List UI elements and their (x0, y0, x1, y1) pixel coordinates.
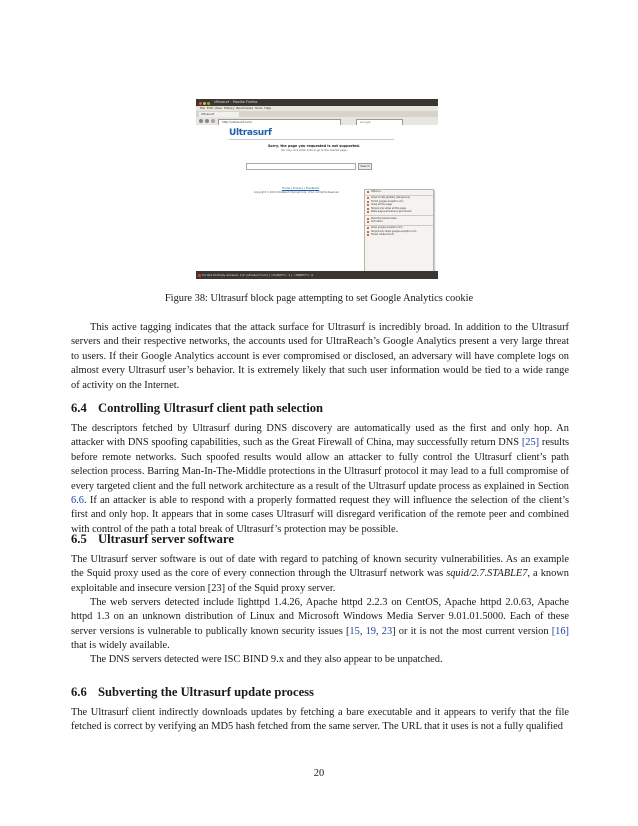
figure-screenshot (196, 99, 438, 279)
page-copyright: Copyright © 2010 UltraReach Internet Corp. U.S.A. All Rights Reserved (254, 191, 339, 194)
text-run: . If an attacker is able to respond with a properly formatted request they will influence the selection of the client’s first and only hop. It appears that in some cases Ultrasurf will disregard verification of the remote peer and combined with control of the path a total break of Ultrasurf’s protection may be possible. (71, 495, 569, 535)
browser-content (196, 125, 438, 271)
menu-item-edit: Edit (206, 106, 213, 110)
block-message-title: Sorry, the page you requested is not supported. (267, 144, 361, 148)
noscript-menu-item: Allow all this page (365, 203, 433, 207)
url-bar: http://ultrasurf.com/ (218, 119, 341, 126)
paragraph-tagging: This active tagging indicates that the attack surface for Ultrasurf is incredibly broad. In addition to the Ultrasurf servers and their respective networks, the accounts used for UltraReach’s Google Analytics present a very large threat to users. If their Google Analytics account is ever compromised or disclosed, an adversary will have complete logs on almost every Ultrasurf user’s behavior. It is extremely likely that such user information would be tied to a wide range of activity on the Internet. (71, 322, 569, 391)
text-run: , (359, 625, 366, 637)
text-run: , a known exploitable and insecure version [23] of the Squid proxy server. (71, 568, 569, 594)
menu-separator (365, 215, 433, 216)
noscript-menu-item: Allow scripts globally (dangerous) (365, 196, 433, 200)
menu-item-history: History (223, 106, 235, 110)
figure-caption: Figure 38: Ultrasurf block page attempting to set Google Analytics cookie (164, 293, 474, 304)
section-number: 6.6 (71, 685, 87, 699)
noscript-menu-item: Forbid ultrasurf.com (365, 233, 433, 237)
ultrasurf-logo: Ultrasurf (229, 128, 272, 138)
section-reference-link[interactable]: 6.6 (71, 495, 84, 507)
menu-item-help: Help (264, 106, 272, 110)
menu-item-bookmarks: Bookmarks (236, 106, 254, 110)
section-heading-6-6 (71, 685, 314, 700)
section-heading-6-5 (71, 532, 234, 547)
noscript-menu-item: Recently blocked sites (365, 217, 433, 221)
menu-separator (365, 225, 433, 226)
noscript-menu-item: Allow google-analytics.com (365, 226, 433, 230)
citation-link[interactable]: 23 (381, 625, 393, 637)
maximize-icon (207, 102, 210, 105)
citation-link[interactable]: [25] (521, 437, 540, 449)
noscript-menu-item: Temporarily allow google-analytics.com (365, 230, 433, 234)
page-search-input (246, 163, 356, 170)
paragraph-squid (71, 553, 569, 596)
paragraph-web-servers (71, 596, 569, 654)
page-number: 20 (313, 768, 325, 779)
reload-icon (211, 119, 215, 123)
browser-nav-bar (196, 117, 438, 125)
section-title: Subverting the Ultrasurf update process (98, 685, 314, 699)
browser-tab: Ultrasurf (199, 112, 239, 117)
text-run: results before remote networks. Such spoofed results would allow an attacker to fully control the Ultrasurf client’s path selection process. Barring Man-In-The-Middle protections in the Ultrasurf protocol it may lead to a full compromise of every targeted client and the full network architecture as a result of the Ultrasurf update process as explained in Section (71, 437, 569, 492)
noscript-menu-item: Make page permissions permanent (365, 210, 433, 214)
text-run: ] or it is not the most current version (392, 625, 552, 637)
forward-icon (205, 119, 209, 123)
section-title: Ultrasurf server software (98, 532, 234, 546)
menu-item-view: View (214, 106, 222, 110)
menu-separator (365, 195, 433, 196)
close-icon (199, 102, 202, 105)
citation-link[interactable]: [16] (551, 625, 570, 637)
browser-status-bar (196, 271, 438, 279)
minimize-icon (203, 102, 206, 105)
browser-search-box: Google (356, 119, 403, 126)
menu-item-file: File (200, 106, 206, 110)
menu-item-tools: Tools (255, 106, 263, 110)
text-run: that is widely available. (71, 640, 170, 652)
browser-title-bar (196, 99, 438, 106)
noscript-status-icon (198, 274, 201, 277)
paragraph-dns-servers: The DNS servers detected were ISC BIND 9.x and they also appear to be unpatched. (90, 654, 443, 665)
noscript-menu (364, 189, 434, 277)
citation-link[interactable]: 19 (365, 625, 376, 637)
back-icon (199, 119, 203, 123)
text-run: The descriptors fetched by Ultrasurf during DNS discovery are automatically used as the first and only hop. An attacker with DNS spoofing capabilities, such as the Great Firewall of China, may successfully return DNS (71, 423, 569, 449)
section-title: Controlling Ultrasurf client path selection (98, 401, 324, 415)
page-footer-links: Home | Privacy | Feedback (282, 186, 320, 190)
page-search-button: Search (358, 163, 372, 170)
paragraph-path-selection (71, 422, 569, 537)
noscript-menu-item: Temporarily allow all this page (365, 207, 433, 211)
section-number: 6.4 (71, 401, 87, 415)
squid-version: squid/2.7.STABLE7 (446, 568, 528, 580)
text-run: , (375, 625, 382, 637)
logo-divider (229, 139, 394, 140)
section-heading-6-4 (71, 401, 323, 416)
paragraph-update-process: The Ultrasurf client indirectly downloads updates by fetching a bare executable and it appears to verify that the file fetched is correct by verifying an MD5 hash fetched from the same server. The URL that it uses is not a fully qualified (71, 707, 569, 733)
noscript-menu-item: Untrusted (365, 220, 433, 224)
text-run: The web servers detected include lighttpd 1.4.26, Apache httpd 2.2.3 on CentOS, Apache httpd 2.0.63, Apache httpd 1.3 on an unknown distribution of Linux and Microsoft Windows Media Server 9.01.01.5000. Each of these server versions is vulnerable to publically known security issues [ (71, 597, 569, 637)
text-run: The Ultrasurf server software is out of date with regard to patching of known security vulnerabilities. As an example the Squid proxy used as the core of every connection through the Ultrasurf network was (71, 554, 569, 580)
block-message-subtitle: You may click other links to go to the desired page. (280, 149, 348, 152)
status-text: Scripts Partially Allowed, 1/2 (ultrasurf.com) | <SCRIPT>: 1 | <OBJECT>: 0 (202, 273, 314, 277)
section-number: 6.5 (71, 532, 87, 546)
noscript-menu-item: Forbid google-analytics.com (365, 200, 433, 204)
browser-window-title: Ultrasurf - Mozilla Firefox (214, 100, 258, 104)
noscript-menu-item: Options... (365, 190, 433, 194)
citation-link[interactable]: 15 (349, 625, 360, 637)
